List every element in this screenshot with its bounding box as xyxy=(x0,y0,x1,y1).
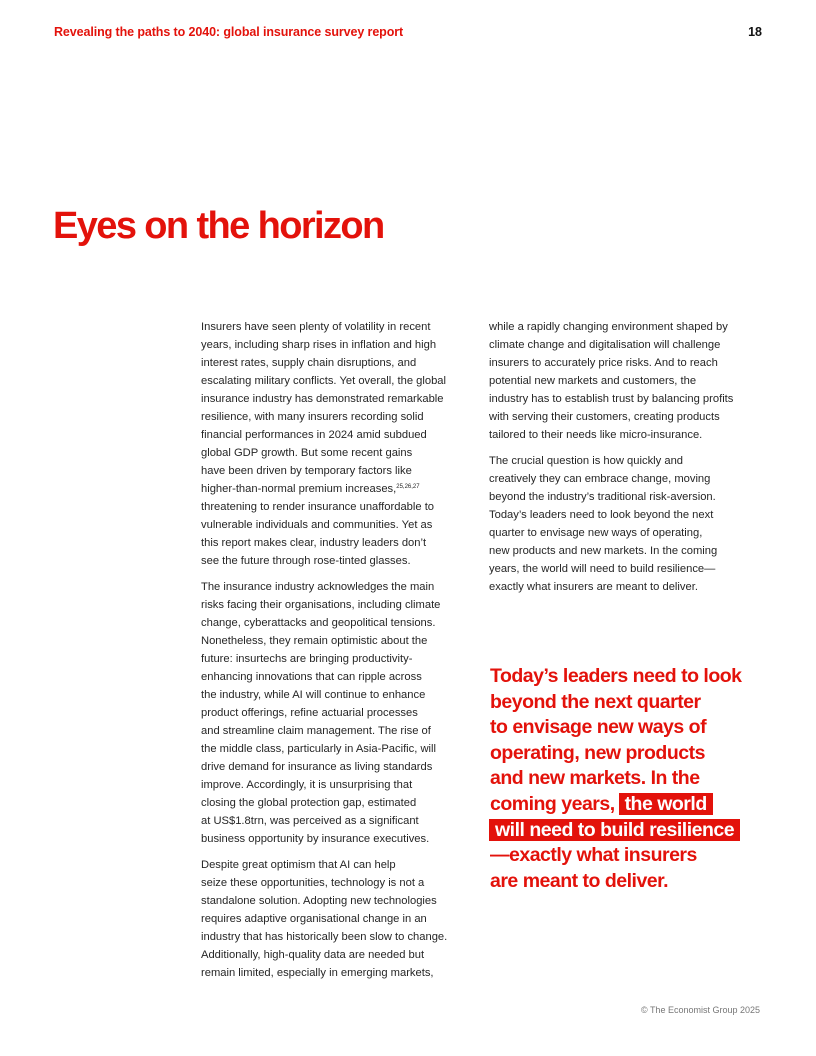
pull-quote-line: beyond the next quarter xyxy=(490,690,701,713)
text-line: resilience, with many insurers recording solid xyxy=(201,411,424,423)
text-fragment: higher-than-normal premium increases, xyxy=(201,483,397,495)
text-line: while a rapidly changing environment shaped by xyxy=(489,321,728,333)
text-line: beyond the industry’s traditional risk-aversion. xyxy=(489,491,716,503)
text-line: industry that has historically been slow to change. xyxy=(201,931,448,943)
footnote-reference[interactable]: 25,26,27 xyxy=(396,484,420,490)
text-line: insurers to accurately price risks. And to reach xyxy=(489,357,718,369)
text-line: future: insurtechs are bringing productivity- xyxy=(201,653,413,665)
text-line: Nonetheless, they remain optimistic about the xyxy=(201,635,428,647)
text-line: years, the world will need to build resilience— xyxy=(489,563,716,575)
pull-quote-line: to envisage new ways of xyxy=(490,716,707,739)
text-line: financial performances in 2024 amid subdued xyxy=(201,429,427,441)
text-line: Additionally, high-quality data are needed but xyxy=(201,949,425,961)
text-line: escalating military conflicts. Yet overall, the global xyxy=(201,375,447,387)
text-line: new products and new markets. In the coming xyxy=(489,545,718,557)
text-line: The crucial question is how quickly and xyxy=(489,455,684,467)
paragraph xyxy=(201,856,473,982)
pull-quote-line xyxy=(490,818,780,844)
report-title: Revealing the paths to 2040: global insurance survey report xyxy=(54,25,404,39)
text-line: Insurers have seen plenty of volatility in recent xyxy=(201,321,431,333)
text-line: industry has to establish trust by balancing profits xyxy=(489,393,734,405)
left-column xyxy=(201,318,473,990)
pull-quote-fragment: coming years, xyxy=(490,792,615,815)
text-line xyxy=(201,480,473,498)
paragraph xyxy=(201,578,473,848)
text-line: this report makes clear, industry leaders don’t xyxy=(201,537,427,549)
text-line: see the future through rose-tinted glasses. xyxy=(201,555,411,567)
text-line: Today’s leaders need to look beyond the next xyxy=(489,509,714,521)
pull-quote-line: Today’s leaders need to look xyxy=(490,665,742,687)
pull-quote-line: are meant to deliver. xyxy=(490,869,669,892)
pull-quote-line xyxy=(490,792,780,818)
text-line: vulnerable individuals and communities. Yet as xyxy=(201,519,433,531)
text-line: remain limited, especially in emerging markets, xyxy=(201,967,434,979)
text-line: closing the global protection gap, estimated xyxy=(201,797,417,809)
text-line: climate change and digitalisation will challenge xyxy=(489,339,721,351)
text-line: at US$1.8trn, was perceived as a significant xyxy=(201,815,419,827)
text-line: have been driven by temporary factors like xyxy=(201,465,412,477)
pull-quote-highlight: the world xyxy=(619,793,713,815)
text-line: The insurance industry acknowledges the main xyxy=(201,581,435,593)
text-line: the industry, while AI will continue to enhance xyxy=(201,689,426,701)
copyright-notice: © The Economist Group 2025 xyxy=(640,1005,760,1015)
text-line: change, cyberattacks and geopolitical tensions. xyxy=(201,617,436,629)
text-line: creatively they can embrace change, moving xyxy=(489,473,711,485)
text-line: enhancing innovations that can ripple across xyxy=(201,671,422,683)
text-line: improve. Accordingly, it is unsurprising that xyxy=(201,779,413,791)
pull-quote-line: —exactly what insurers xyxy=(490,844,697,867)
text-line: requires adaptive organisational change in an xyxy=(201,913,427,925)
text-line: with serving their customers, creating products xyxy=(489,411,720,423)
text-line: Despite great optimism that AI can help xyxy=(201,859,396,871)
text-line: the middle class, particularly in Asia-Pacific, will xyxy=(201,743,437,755)
text-line: tailored to their needs like micro-insurance. xyxy=(489,429,703,441)
text-line: business opportunity by insurance executives. xyxy=(201,833,430,845)
paragraph xyxy=(489,452,761,596)
text-line: global GDP growth. But some recent gains xyxy=(201,447,413,459)
text-line: insurance industry has demonstrated remarkable xyxy=(201,393,444,405)
text-line: quarter to envisage new ways of operating, xyxy=(489,527,703,539)
text-line: seize these opportunities, technology is not a xyxy=(201,877,425,889)
text-line: and streamline claim management. The rise of xyxy=(201,725,431,737)
text-line: threatening to render insurance unaffordable to xyxy=(201,501,435,513)
pull-quote xyxy=(490,664,780,894)
page-number: 18 xyxy=(748,25,762,39)
text-line: risks facing their organisations, including climate xyxy=(201,599,441,611)
text-line: potential new markets and customers, the xyxy=(489,375,697,387)
paragraph xyxy=(489,318,761,444)
text-line: exactly what insurers are meant to deliver. xyxy=(489,581,698,593)
right-column xyxy=(489,318,761,604)
text-line: product offerings, refine actuarial processes xyxy=(201,707,418,719)
text-line: drive demand for insurance as living standards xyxy=(201,761,433,773)
pull-quote-highlight: will need to build resilience xyxy=(489,819,740,841)
text-line: standalone solution. Adopting new technologies xyxy=(201,895,437,907)
text-line: years, including sharp rises in inflation and high xyxy=(201,339,437,351)
paragraph xyxy=(201,318,473,570)
pull-quote-line: operating, new products xyxy=(490,741,705,764)
section-title: Eyes on the horizon xyxy=(53,205,384,247)
text-line: interest rates, supply chain disruptions, and xyxy=(201,357,417,369)
pull-quote-line: and new markets. In the xyxy=(490,767,700,790)
